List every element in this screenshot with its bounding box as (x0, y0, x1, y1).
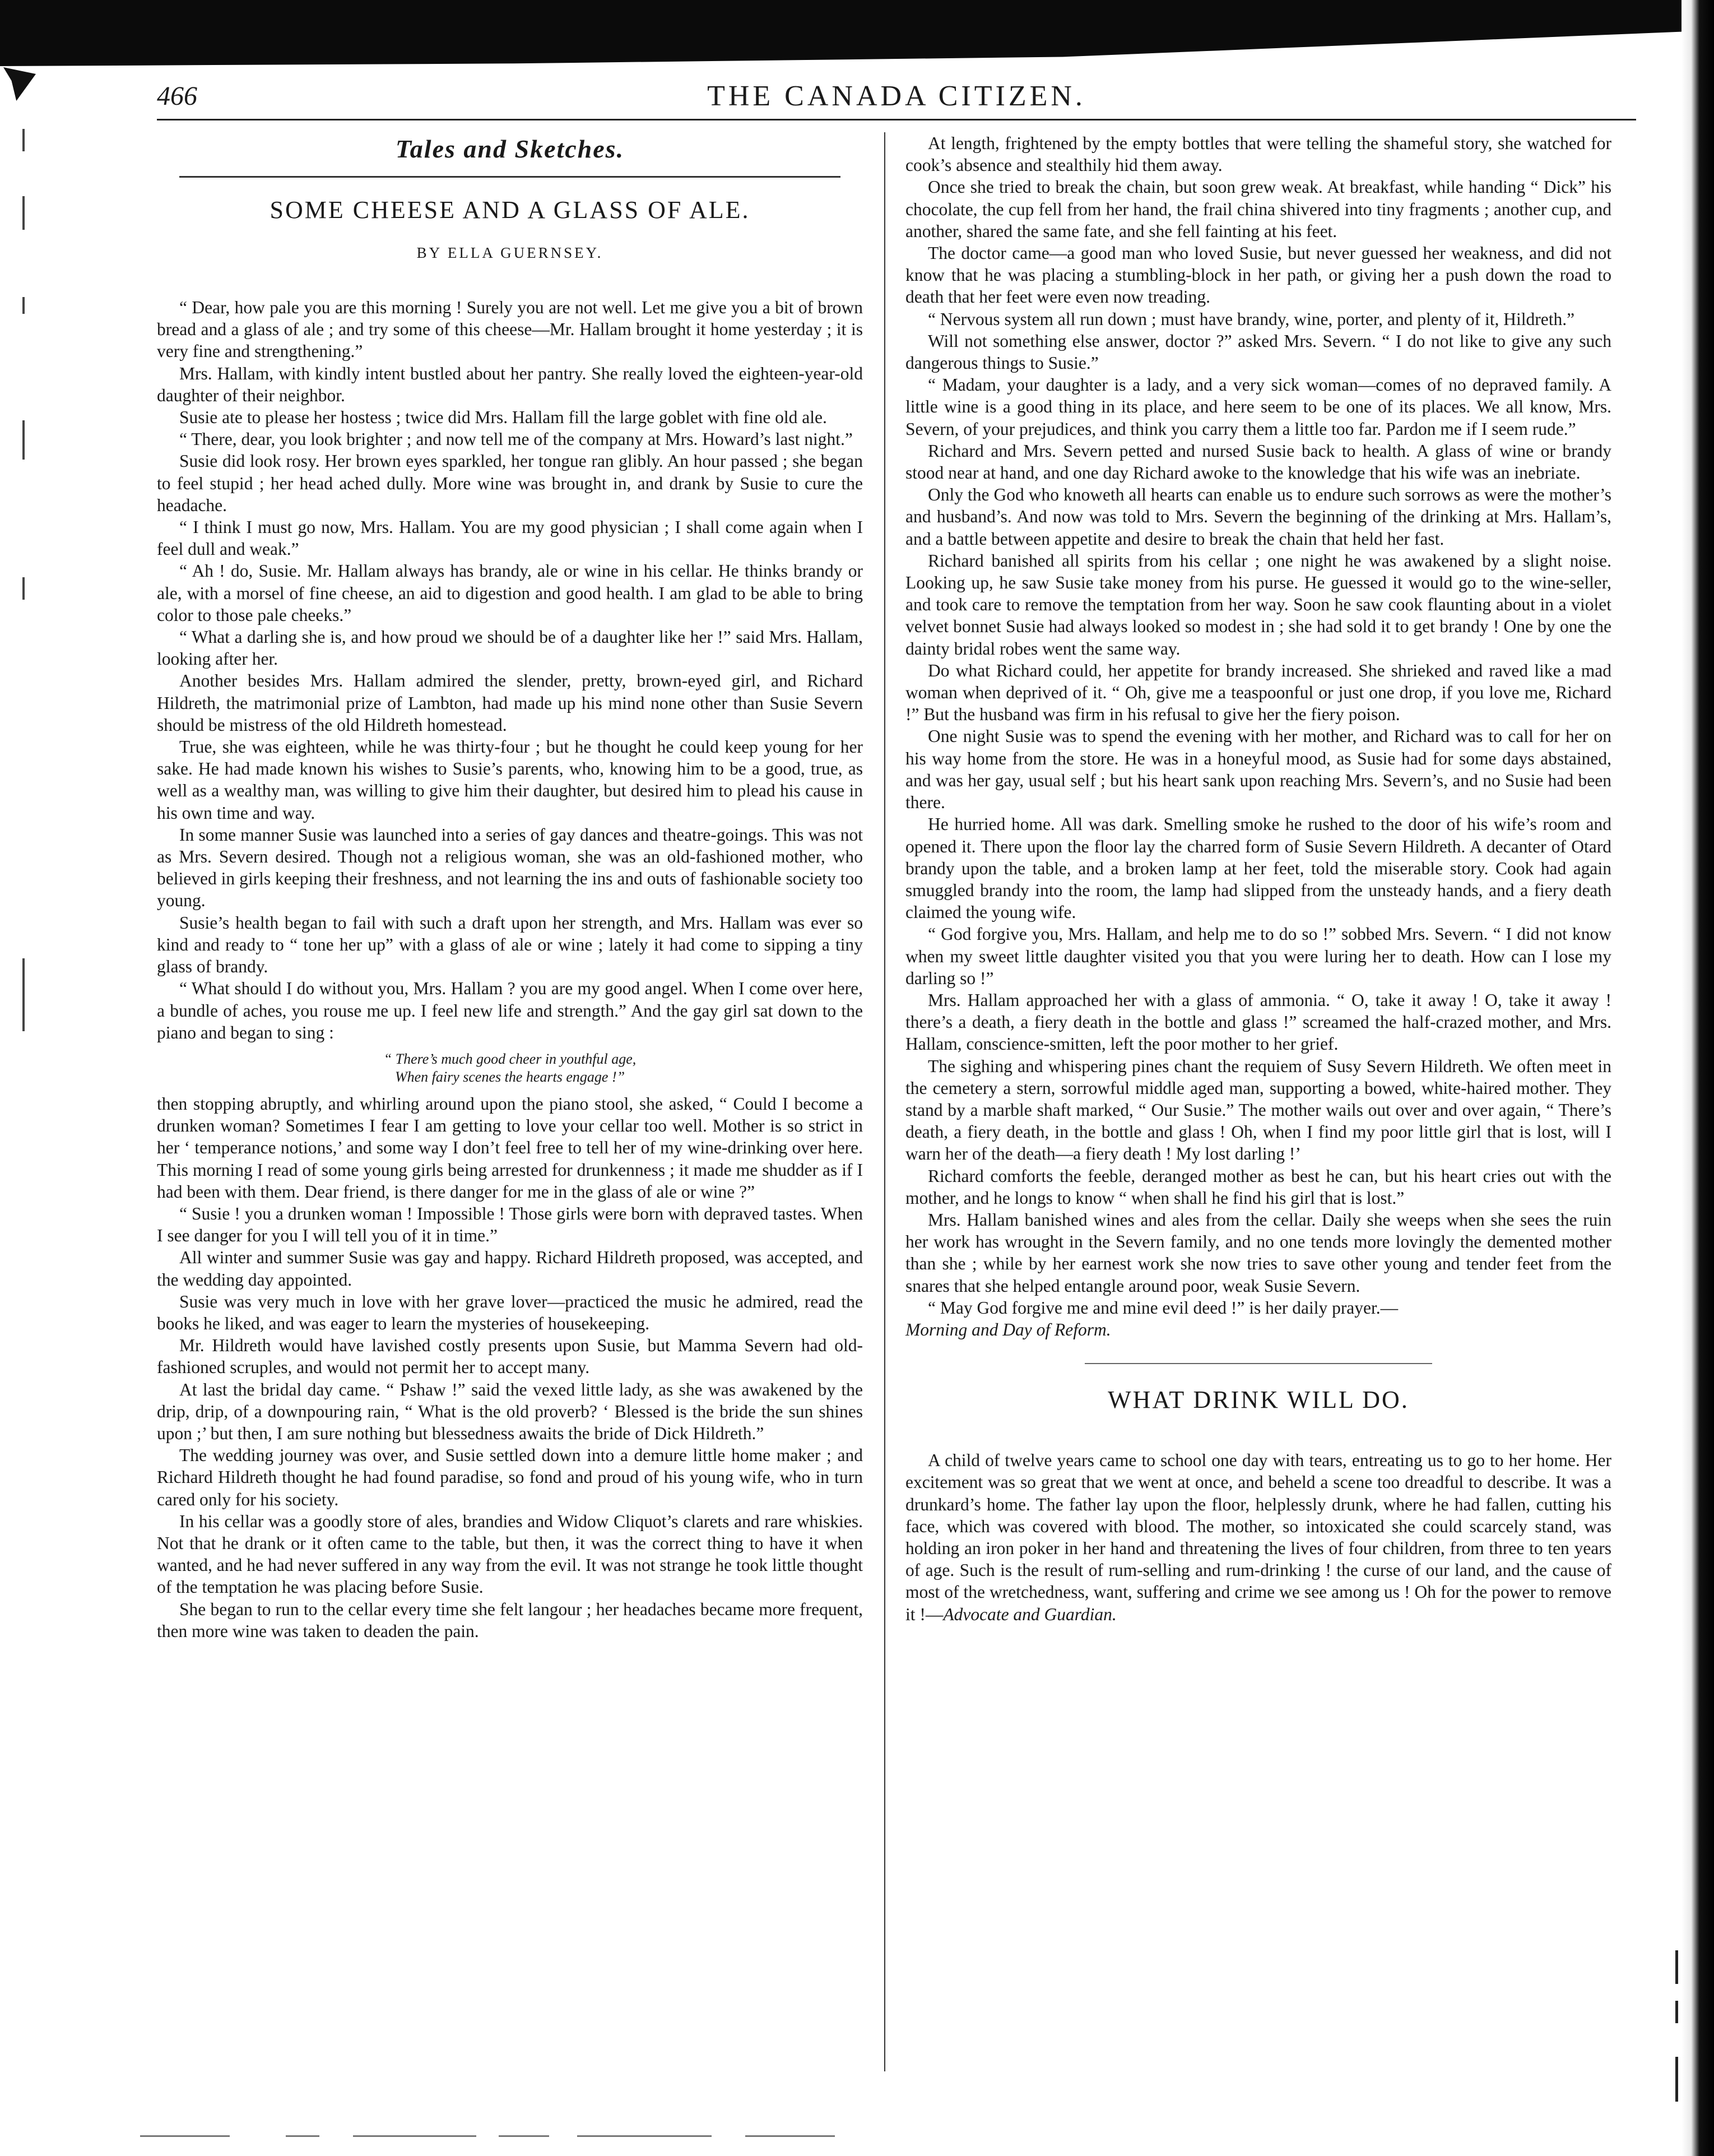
story-title: WHAT DRINK WILL DO. (1108, 1386, 1409, 1414)
margin-marks-left (17, 129, 34, 1026)
story-paragraph: Susie did look rosy. Her brown eyes sparkled, her tongue ran glibly. An hour passed ; she began to feel stupid ; her head ached dully. More wine was brought in, and drank by Susie to cure the headache. (157, 451, 867, 515)
story-paragraph: Richard banished all spirits from his cellar ; one night he was awakened by a slight noise. Looking up, he saw Susie take money from his purse. He guessed it would go to the wine-seller, and took care to remove the temptation from her way. Soon he saw cook flaunting about in a violet velvet bonnet Susie had always looked so modest in ; she had sold it to get brandy ! One by one the dainty bridal robes went the same way. (905, 550, 1616, 659)
story-paragraph: One night Susie was to spend the evening with her mother, and Richard was to call for her on his way home from the store. He was in a honeyful mood, as Susie had for some days abstained, and was her gay, usual self ; but his heart sank upon reaching Mrs. Severn’s, and no Susie had been there. (905, 726, 1616, 813)
story-paragraph: Susie ate to please her hostess ; twice did Mrs. Hallam fill the large goblet with fine old ale. (179, 407, 827, 428)
running-title: THE CANADA CITIZEN. (707, 80, 1086, 112)
newspaper-page (157, 76, 1636, 2105)
story-separator (1085, 1363, 1432, 1364)
story-closing (905, 1297, 1611, 1341)
story-paragraph: Do what Richard could, her appetite for brandy increased. She shrieked and raved like a mad woman when deprived of it. “ Oh, give me a teaspoonful or just one drop, if you love me, Richard !” But the husband was firm in his refusal to give her the fiery poison. (905, 660, 1616, 725)
story-paragraph: Mrs. Hallam, with kindly intent bustled about her pantry. She really loved the eighteen-year-old daughter of their neighbor. (157, 363, 867, 405)
story-paragraph (905, 1449, 1616, 1625)
story-source: Morning and Day of Reform. (905, 1319, 1111, 1339)
story-paragraph: Mrs. Hallam banished wines and ales from the cellar. Daily she weeps when she sees the ruin her work has wrought in the Severn family, and no one tends more lovingly the demented mother than she ; while by her earnest work she now tries to save other young and tender feet from the snares that she helped entangle around poor, weak Susie Severn. (905, 1209, 1616, 1296)
story-body: A child of twelve years came to school one day with tears, entreating us to go to her home. Her excitement was so great that we went at once, and beheld a scene too dreadful to describe. It was a drunkard’s home. The father lay upon the floor, helplessly drunk, where he had fallen, cutting his face, which was covered with blood. The mother, so intoxicated she could scarcely stand, was holding an iron poker in her hand and threatening the lives of four children, from three to ten years of age. Such is the result of rum-selling and rum-drinking ! the curse of our land, and the cause of most of the wretchedness, want, suffering and crime we see among us ! Oh for the power to remove it !— (905, 1450, 1616, 1624)
story-paragraph: The doctor came—a good man who loved Susie, but never guessed her weakness, and did not know that he was placing a stumbling-block in her path, or giving her a push down the road to death that her feet were even now treading. (905, 243, 1616, 307)
story-paragraph: “ Nervous system all run down ; must have brandy, wine, porter, and plenty of it, Hildreth.” (928, 309, 1575, 329)
column-divider (884, 132, 885, 2071)
story-paragraph: “ Madam, your daughter is a lady, and a very sick woman—comes of no depraved family. A little wine is a good thing in its place, and here seem to be one of its places. We all know, Mrs. Severn, of your prejudices, and think you carry them a little too far. Pardon me if I seem rude.” (905, 375, 1616, 439)
story-paragraph: “ Ah ! do, Susie. Mr. Hallam always has brandy, ale or wine in his cellar. He thinks brandy or ale, with a morsel of fine cheese, an aid to digestion and good health. I am glad to be able to bring color to those pale cheeks.” (157, 561, 867, 625)
verse-line: When fairy scenes the hearts engage !” (394, 1068, 625, 1085)
story-paragraph: “ What should I do without you, Mrs. Hallam ? you are my good angel. When I come over here, a bundle of aches, you rouse me up. I feel new life and strength.” And the gay girl sat down to the piano and began to sing : (157, 979, 867, 1042)
section-heading: Tales and Sketches. (395, 135, 625, 163)
column-right (905, 132, 1616, 1625)
story-paragraph: Susie’s health began to fail with such a draft upon her strength, and Mrs. Hallam was ever so kind and ready to “ tone her up” with a glass of ale or wine ; lately it had come to sipping a tiny glass of brandy. (157, 912, 867, 977)
story-paragraph: Richard comforts the feeble, deranged mother as best he can, but his heart cries out with the mother, and he longs to know “ when shall he find his girl that is lost.” (905, 1166, 1616, 1208)
story-paragraph: “ What a darling she is, and how proud we should be of a daughter like her !” said Mrs. Hallam, looking after her. (157, 627, 867, 669)
margin-marks-right (1670, 1950, 1687, 2118)
story-paragraph: “ Dear, how pale you are this morning ! Surely you are not well. Let me give you a bit of brown bread and a glass of ale ; and try some of this cheese—Mr. Hallam brought it home yesterday ; it is very fine and strengthening.” (157, 298, 867, 361)
story-paragraph: “ There, dear, you look brighter ; and now tell me of the company at Mrs. Howard’s last night.” (179, 429, 853, 449)
page-header (157, 76, 1636, 127)
closing-quote: “ May God forgive me and mine evil deed !” is her daily prayer.— (928, 1297, 1399, 1318)
story-paragraph: True, she was eighteen, while he was thirty-four ; but he thought he could keep young for her sake. He had made known his wishes to Susie’s parents, who, knowing him to be a good, true, as well as a wealthy man, was willing to give him their daughter, but desired him to plead his cause in his own time and way. (157, 737, 867, 823)
story-paragraph: Mrs. Hallam approached her with a glass of ammonia. “ O, take it away ! O, take it away ! there’s a death, a fiery death in the bottle and glass !” screamed the half-crazed mother, and Mrs. Hallam, conscience-smitten, left the poor mother to her grief. (905, 990, 1616, 1054)
story-paragraph: He hurried home. All was dark. Smelling smoke he rushed to the door of his wife’s room and opened it. There upon the floor lay the charred form of Susie Severn Hildreth. A decanter of Otard brandy upon the table, and a broken lamp at her feet, told the miserable story. Cook had again smuggled brandy into the room, the lamp had slipped from the unsteady hands, and a fiery death claimed the young wife. (905, 814, 1616, 922)
header-rule (157, 119, 1636, 120)
song-verse (157, 1050, 863, 1086)
scan-bottom-marks (140, 2135, 925, 2142)
story-paragraph: At length, frightened by the empty bottles that were telling the shameful story, she watched for cook’s absence and stealthily hid them away. (905, 133, 1616, 175)
story-paragraph: The wedding journey was over, and Susie settled down into a demure little home maker ; and Richard Hildreth thought he had found paradise, so fond and proud of his young wife, who in turn cared only for his society. (157, 1445, 867, 1509)
story-paragraph: Richard and Mrs. Severn petted and nursed Susie back to health. A glass of wine or brandy stood near at hand, and one day Richard awoke to the knowledge that his wife was an inebriate. (905, 441, 1616, 483)
page-number: 466 (157, 81, 197, 111)
story-paragraph: Will not something else answer, doctor ?” asked Mrs. Severn. “ I do not like to give any such dangerous things to Susie.” (905, 331, 1616, 373)
story-paragraph: In his cellar was a goodly store of ales, brandies and Widow Cliquot’s clarets and rare whiskies. Not that he drank or it often came to the table, but then, it was the correct thing to have it when wanted, and he had never suffered in any way from the evil. It was not strange he took little thought of the temptation he was placing before Susie. (157, 1511, 867, 1597)
story-paragraph: Only the God who knoweth all hearts can enable us to endure such sorrows as were the mother’s and husband’s. And now was told to Mrs. Severn the beginning of the drinking at Mrs. Hallam’s, and a battle between appetite and desire to break the chain that held her fast. (905, 485, 1616, 549)
story-paragraph: At last the bridal day came. “ Pshaw !” said the vexed little lady, as she was awakened by the drip, drip, of a downpouring rain, “ What is the old proverb? ‘ Blessed is the bride the sun shines upon ;’ but then, I am sure nothing but blessedness awaits the bride of Dick Hildreth.” (157, 1379, 867, 1443)
story-paragraph: “ Susie ! you a drunken woman ! Impossible ! Those girls were born with depraved tastes. When I see danger for you I will tell you of it in time.” (157, 1203, 867, 1246)
story-paragraph: “ God forgive you, Mrs. Hallam, and help me to do so !” sobbed Mrs. Severn. “ I did not know when my sweet little daughter visited you that you were luring her to death. How can I lose my darling so !” (905, 924, 1616, 988)
story-paragraph: Once she tried to break the chain, but soon grew weak. At breakfast, while handing “ Dick” his chocolate, the cup fell from her hand, the frail china shivered into tiny fragments ; another cup, and another, shared the same fate, and she fell fainting at his feet. (905, 177, 1616, 241)
story-byline: BY ELLA GUERNSEY. (416, 244, 603, 261)
verse-line: “ There’s much good cheer in youthful age, (383, 1050, 637, 1067)
story-paragraph: then stopping abruptly, and whirling around upon the piano stool, she asked, “ Could I become a drunken woman? Sometimes I fear I am getting to love your cellar too well. Mother is so strict in her ‘ temperance notions,’ and some way I don’t feel free to tell her of my wine-drinking over here. This morning I read of some young girls being arrested for drunkenness ; it made me shudder as if I had been with them. Dear friend, is there danger for me in the glass of ale or wine ?” (157, 1093, 867, 1202)
scan-corner-mark (3, 67, 36, 101)
story-paragraph: In some manner Susie was launched into a series of gay dances and theatre-goings. This was not as Mrs. Severn desired. Though not a religious woman, she was an old-fashioned mother, who believed in girls keeping their freshness, and not learning the ins and outs of fashionable society too young. (157, 824, 867, 911)
story-paragraph: Mr. Hildreth would have lavished costly presents upon Susie, but Mamma Severn had old-fashioned scruples, and would not permit her to accept many. (157, 1336, 863, 1378)
scan-edge-right (1682, 0, 1714, 2156)
story-paragraph: Susie was very much in love with her grave lover—practiced the music he admired, read the books he liked, and was eager to learn the mysteries of housekeeping. (157, 1291, 867, 1333)
story-title: SOME CHEESE AND A GLASS OF ALE. (270, 196, 750, 224)
story-paragraph: Another besides Mrs. Hallam admired the slender, pretty, brown-eyed girl, and Richard Hildreth, the matrimonial prize of Lambton, had made up his mind none other than Susie Severn should be mistress of the old Hildreth homestead. (157, 671, 867, 735)
story-paragraph: “ I think I must go now, Mrs. Hallam. You are my good physician ; I shall come again when I feel dull and weak.” (157, 517, 867, 559)
story-paragraph: She began to run to the cellar every time she felt langour ; her headaches became more frequent, then more wine was taken to deaden the pain. (157, 1599, 867, 1641)
story-paragraph: The sighing and whispering pines chant the requiem of Susy Severn Hildreth. We often meet in the cemetery a stern, sorrowful middle aged man, supporting a bowed, white-haired mother. They stand by a marble shaft marked, “ Our Susie.” The mother wails out over and over again, “ There’s death, a fiery death, in the bottle and glass ! Oh, when I find my poor little girl that is lost, will I warn her of the death—a fiery death ! My lost darling !’ (905, 1056, 1616, 1164)
story-paragraph: All winter and summer Susie was gay and happy. Richard Hildreth proposed, was accepted, and the wedding day appointed. (157, 1248, 867, 1290)
story-source: Advocate and Guardian. (943, 1604, 1117, 1624)
column-left (157, 132, 867, 1642)
scan-edge-top (0, 0, 1714, 66)
heading-rule (179, 176, 840, 178)
